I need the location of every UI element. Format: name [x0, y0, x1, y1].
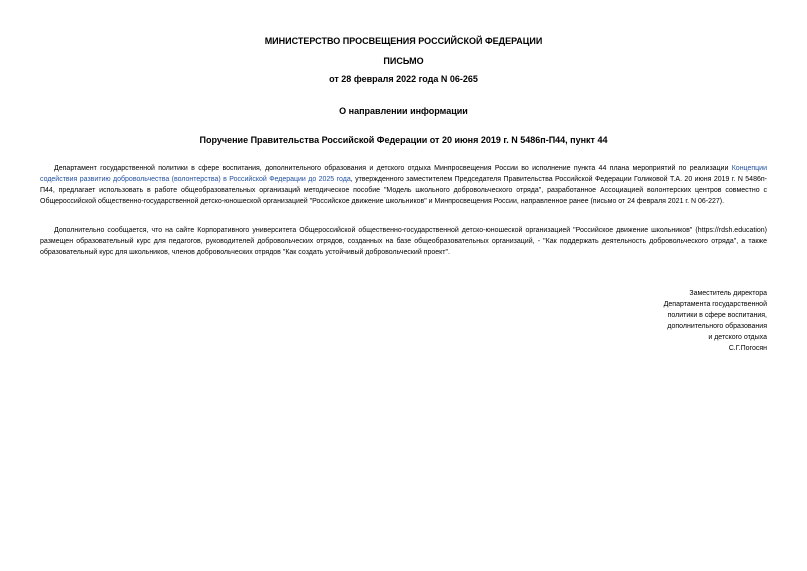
document-date-number: от 28 февраля 2022 года N 06-265: [329, 74, 478, 84]
body-paragraph-2: Дополнительно сообщается, что на сайте Корпоративного университета Общероссийской общественно-государственной детско-юношеской организацией "Российское движение школьников" (https://rdsh.education) размещен образовательный курс для педагогов, руководителей добровольческих отрядов, созданных на базе общеобразовательных организаций, - "Как поддержать деятельность добровольческого отряда", а также образовательный курс для школьников, членов добровольческих отрядов "Как создать устойчивый добровольческий проект".: [40, 227, 767, 256]
government-instruction: Поручение Правительства Российской Федерации от 20 июня 2019 г. N 5486п-П44, пункт 44: [199, 135, 608, 145]
signature-line: политики в сфере воспитания,: [667, 312, 767, 319]
signature-line: Заместитель директора: [689, 290, 767, 297]
signature-line: и детского отдыха: [708, 334, 767, 341]
body-paragraph-1: [40, 163, 767, 207]
signatory-name: С.Г.Погосян: [728, 345, 767, 352]
para1-text-before-link: Департамент государственной политики в сфере воспитания, дополнительного образования и детского отдыха Минпросвещения России во исполнение пункта 44 плана мероприятий по реализации: [54, 165, 732, 172]
document-subject: О направлении информации: [339, 106, 468, 116]
signature-line: дополнительного образования: [667, 323, 767, 330]
document-type: ПИСЬМО: [383, 56, 424, 66]
ministry-title: МИНИСТЕРСТВО ПРОСВЕЩЕНИЯ РОССИЙСКОЙ ФЕДЕРАЦИИ: [264, 36, 543, 46]
signature-block: [547, 288, 767, 354]
concept-link[interactable]: Концепции содействия развитию добровольчества (волонтерства) в Российской Федерации до 2025 года: [40, 165, 767, 183]
signature-line: Департамента государственной: [663, 301, 767, 308]
para1-text-after-link: , утвержденного заместителем Председателя Правительства Российской Федерации Голиковой Т.А. 20 июня 2019 г. N 5486п-П44, предлагает использовать в работе общеобразовательных организаций методическое пособие "Модель школьного добровольческого отряда", разработанное Ассоциацией волонтерских центров совместно с Общероссийской общественно-государственной детско-юношеской организацией "Российское движение школьников" и Минпросвещения России, направленное ранее (письмо от 24 февраля 2021 г. N 06-227).: [40, 176, 767, 205]
